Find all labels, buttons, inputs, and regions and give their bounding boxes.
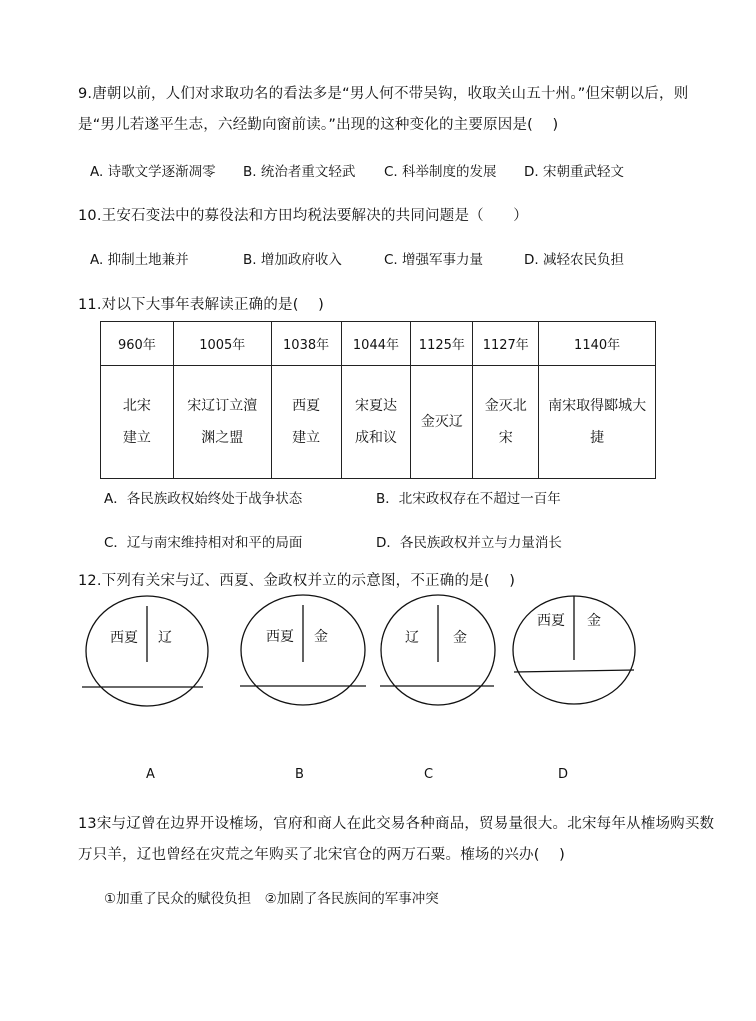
year-cell: 1140年 xyxy=(539,322,656,366)
diagram-b-right-label: 金 xyxy=(314,629,328,645)
event-text: 宋夏达 xyxy=(354,398,397,414)
event-text: 宋辽订立澶 xyxy=(187,398,258,414)
event-cell xyxy=(341,366,411,479)
q10-option-d: D. 减轻农民负担 xyxy=(524,252,624,268)
event-text: 南宋取得郾城大 xyxy=(548,398,647,414)
event-text: 宋 xyxy=(498,430,513,446)
event-cell xyxy=(411,366,473,479)
diagram-d-letter: D xyxy=(558,767,569,782)
diagram-c-left-label: 辽 xyxy=(405,630,419,646)
event-text: 建立 xyxy=(292,430,321,446)
q10-option-a: A. 抑制土地兼并 xyxy=(90,252,189,268)
diagram-d-right-label: 金 xyxy=(587,613,601,629)
diagram-d-left-label: 西夏 xyxy=(537,613,565,629)
event-row xyxy=(101,366,656,479)
q9-option-d: D. 宋朝重武轻文 xyxy=(524,164,624,180)
regime-diagrams xyxy=(0,590,756,710)
diagram-a-letter: A xyxy=(146,767,155,782)
q9-stem-line1: 9.唐朝以前，人们对求取功名的看法多是“男人何不带吴钩，收取关山五十州。”但宋朝以后，则 xyxy=(78,86,689,102)
q11-option-d: D．各民族政权并立与力量消长 xyxy=(376,535,562,551)
event-text: 建立 xyxy=(122,430,151,446)
diagram-b-letter: B xyxy=(295,767,304,782)
year-row xyxy=(101,322,656,366)
diagram-c-letter: C xyxy=(424,767,434,782)
q11-option-b: B．北宋政权存在不超过一百年 xyxy=(376,491,561,507)
diagram-a-right-label: 辽 xyxy=(158,630,172,646)
event-cell xyxy=(271,366,341,479)
event-text: 成和议 xyxy=(354,430,397,446)
q11-option-c: C．辽与南宋维持相对和平的局面 xyxy=(104,535,303,551)
year-cell: 960年 xyxy=(101,322,174,366)
year-cell: 1044年 xyxy=(341,322,411,366)
q9-stem-line2: 是“男儿若遂平生志，六经勤向窗前读。”出现的这种变化的主要原因是( ) xyxy=(78,117,559,133)
q11-option-a: A．各民族政权始终处于战争状态 xyxy=(104,491,303,507)
event-text: 西夏 xyxy=(292,398,321,414)
year-cell: 1005年 xyxy=(173,322,271,366)
q10-option-c: C. 增强军事力量 xyxy=(384,252,484,268)
q9-option-c: C. 科举制度的发展 xyxy=(384,164,497,180)
year-cell: 1125年 xyxy=(411,322,473,366)
event-cell xyxy=(539,366,656,479)
event-text: 渊之盟 xyxy=(201,430,244,446)
event-text: 北宋 xyxy=(122,398,151,414)
q13-statements: ①加重了民众的赋役负担 ②加剧了各民族间的军事冲突 xyxy=(104,891,439,907)
event-cell xyxy=(473,366,539,479)
diagram-c-right-label: 金 xyxy=(453,630,467,646)
event-text: 捷 xyxy=(590,430,605,446)
event-text: 金灭辽 xyxy=(420,414,463,430)
year-cell: 1127年 xyxy=(473,322,539,366)
diagram-c xyxy=(380,595,495,705)
event-cell xyxy=(173,366,271,479)
q9-option-b: B. 统治者重文轻武 xyxy=(243,164,356,180)
diagram-a-left-label: 西夏 xyxy=(110,630,138,646)
q10-stem: 10.王安石变法中的募役法和方田均税法要解决的共同问题是（ ） xyxy=(78,208,528,224)
chronology-table xyxy=(100,321,656,479)
diagram-b-left-label: 西夏 xyxy=(266,629,294,645)
q11-stem: 11.对以下大事年表解读正确的是( ) xyxy=(78,297,324,313)
diagram-a xyxy=(82,596,208,706)
q12-stem: 12.下列有关宋与辽、西夏、金政权并立的示意图，不正确的是( ) xyxy=(78,573,516,589)
event-text: 金灭北 xyxy=(484,398,527,414)
year-cell: 1038年 xyxy=(271,322,341,366)
diagram-d xyxy=(513,596,635,704)
q13-stem-line1: 13宋与辽曾在边界开设榷场，官府和商人在此交易各种商品，贸易量很大。北宋每年从榷场购买数 xyxy=(78,816,715,832)
event-cell xyxy=(101,366,174,479)
q10-option-b: B. 增加政府收入 xyxy=(243,252,342,268)
diagram-b xyxy=(240,595,366,705)
q13-stem-line2: 万只羊，辽也曾经在灾荒之年购买了北宋官仓的两万石粟。榷场的兴办( ) xyxy=(78,847,565,863)
q9-option-a: A. 诗歌文学逐渐凋零 xyxy=(90,164,216,180)
